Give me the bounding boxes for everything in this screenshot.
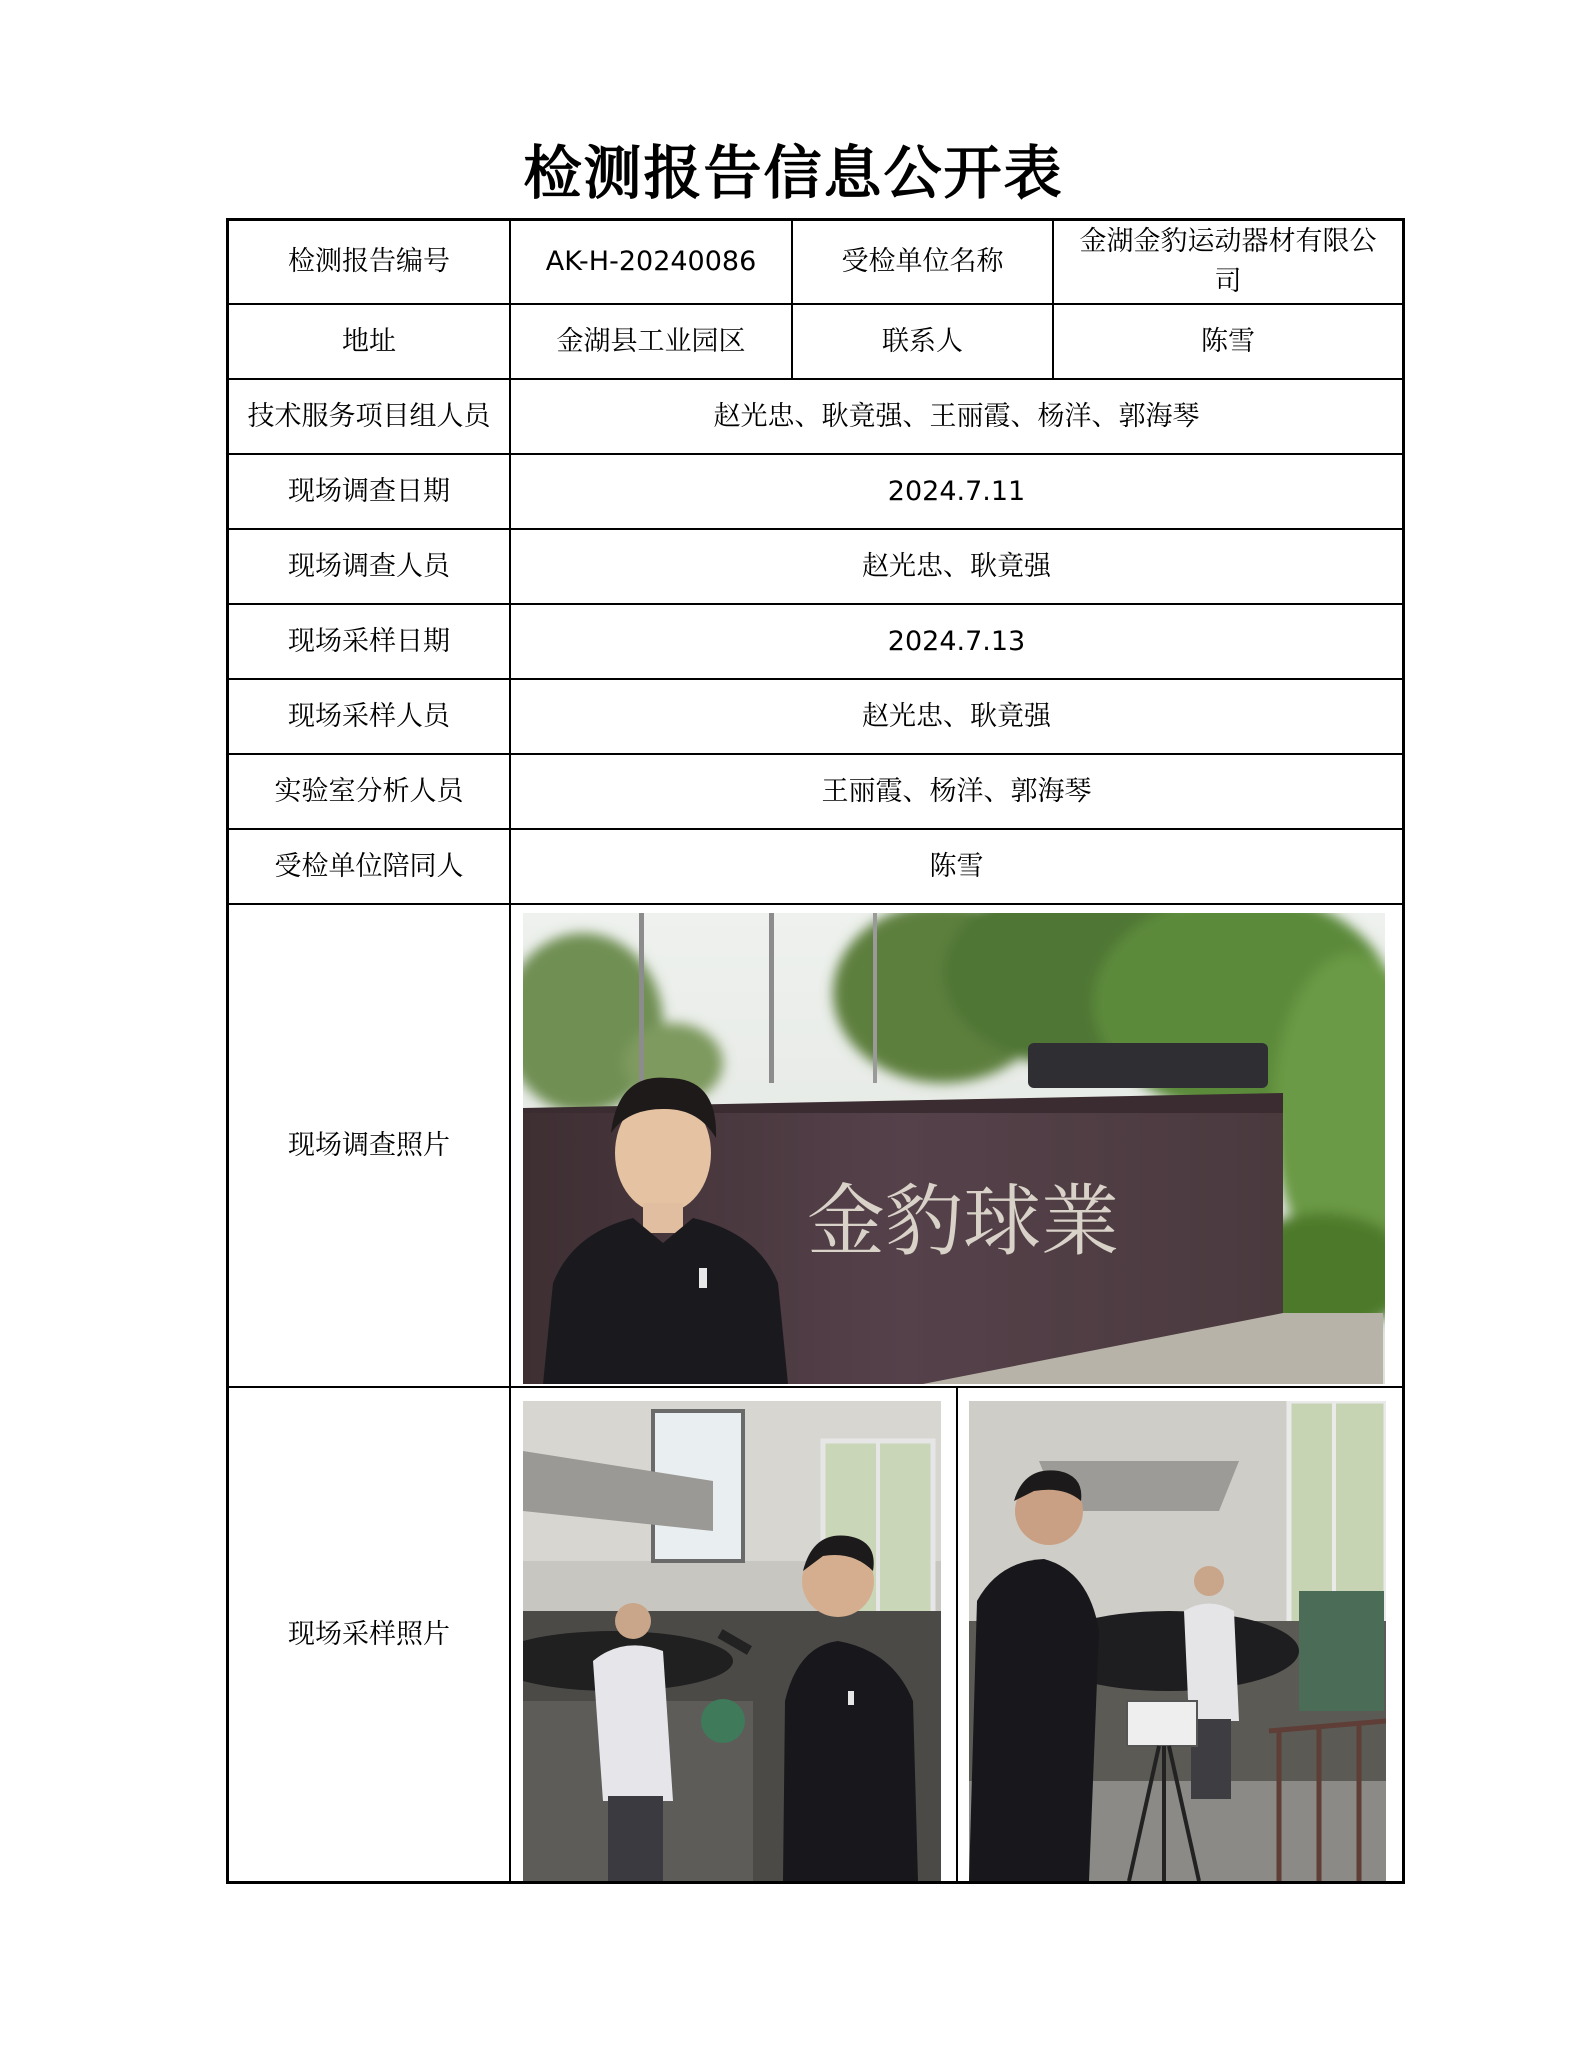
unit-name-value: 金湖金豹运动器材有限公司 [1079, 226, 1377, 297]
unit-name-label: 受检单位名称 [841, 246, 1004, 277]
sampling-staff-value: 赵光忠、耿竟强 [862, 700, 1051, 732]
report-table [226, 218, 1405, 1884]
address-label: 地址 [342, 325, 396, 357]
sampling-photo-left [523, 1401, 941, 1881]
escort-value: 陈雪 [929, 850, 984, 882]
survey-staff-value: 赵光忠、耿竟强 [862, 550, 1051, 582]
lab-staff-label: 实验室分析人员 [274, 775, 464, 807]
sampling-date-label: 现场采样日期 [288, 625, 450, 657]
photo-divider [956, 1388, 958, 1881]
sampling-photo-right [969, 1401, 1386, 1881]
lab-staff-value: 王丽霞、杨洋、郭海琴 [821, 775, 1092, 807]
report-no-value: AK-H-20240086 [545, 246, 757, 277]
survey-date-value: 2024.7.11 [887, 475, 1026, 507]
sampling-photo-label: 现场采样照片 [288, 1618, 450, 1650]
sampling-staff-label: 现场采样人员 [288, 700, 450, 732]
survey-staff-label: 现场调查人员 [288, 550, 450, 582]
escort-label: 受检单位陪同人 [274, 850, 464, 882]
page-title: 检测报告信息公开表 [523, 139, 1064, 207]
sampling-date-value: 2024.7.13 [887, 625, 1026, 657]
survey-photo [523, 913, 1385, 1384]
team-value: 赵光忠、耿竟强、王丽霞、杨洋、郭海琴 [713, 400, 1200, 432]
address-value: 金湖县工业园区 [556, 325, 746, 357]
survey-date-label: 现场调查日期 [288, 475, 450, 507]
contact-value: 陈雪 [1201, 325, 1255, 357]
report-no-label: 检测报告编号 [288, 246, 450, 277]
survey-photo-label: 现场调查照片 [288, 1129, 450, 1161]
survey-photo-sign: 金豹球業 [806, 1177, 1120, 1267]
contact-label: 联系人 [882, 325, 963, 357]
team-label: 技术服务项目组人员 [247, 400, 491, 432]
